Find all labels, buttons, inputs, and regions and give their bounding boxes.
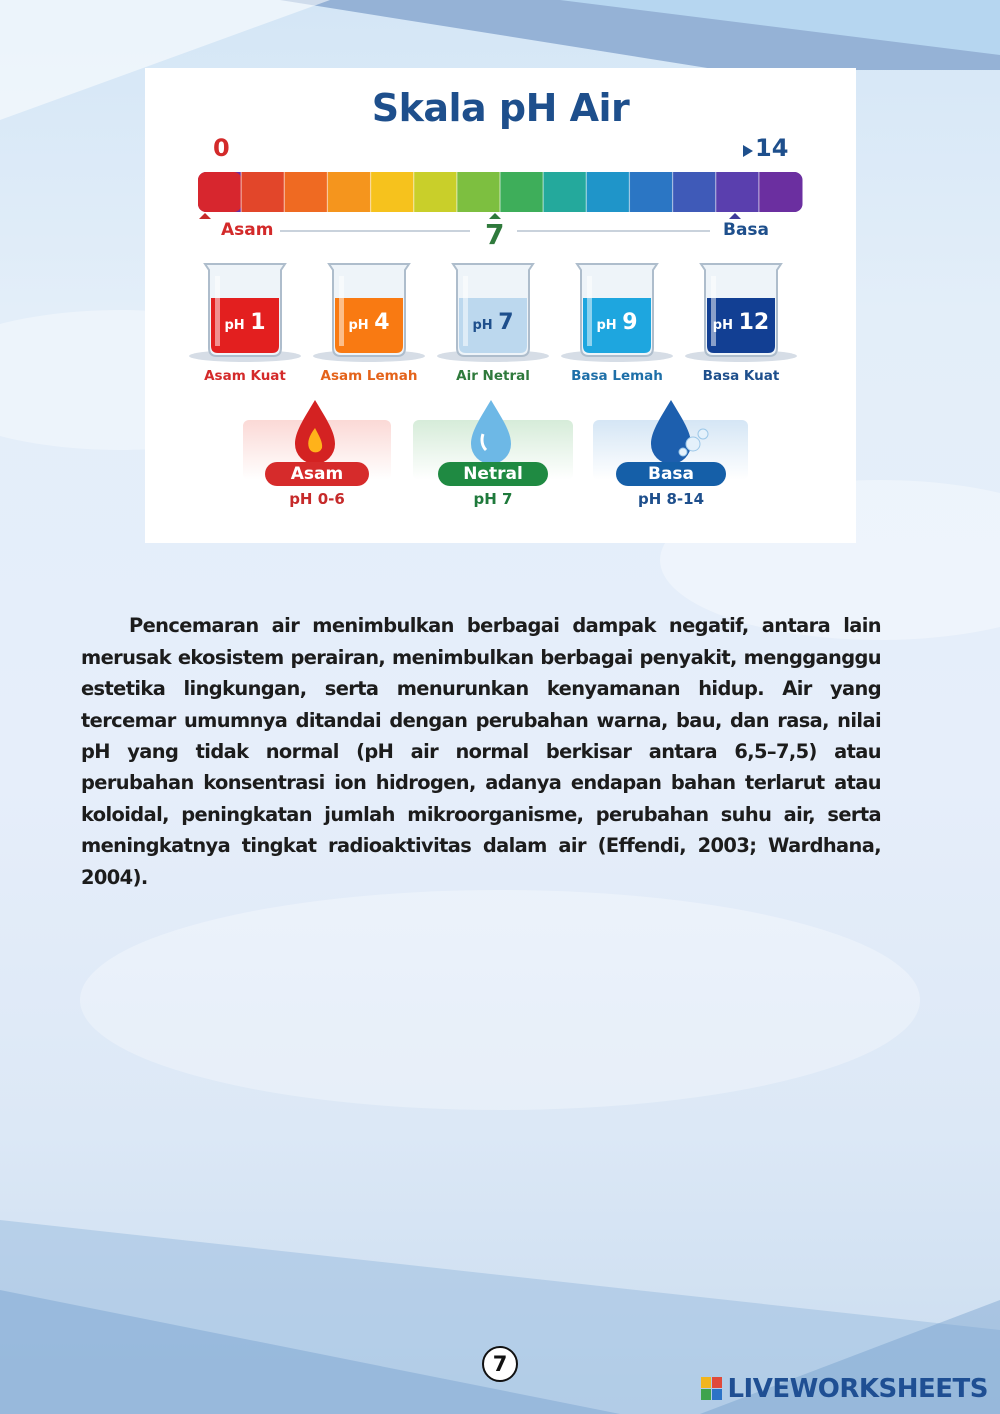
ph-color-segment (673, 172, 717, 212)
ph-scale-infographic (145, 68, 856, 543)
category-pill-acid: Asam (265, 462, 369, 486)
ph-color-segment (586, 172, 630, 212)
beaker-ph-prefix: pH (712, 318, 733, 333)
brand-name: LIVEWORKSHEETS (727, 1374, 988, 1404)
ph-color-bar (198, 172, 803, 212)
beaker-ph-value: 1 (250, 310, 266, 335)
beaker-ph-value: 7 (498, 310, 514, 335)
category-range-base: pH 8-14 (637, 490, 705, 508)
water-drop-icon (471, 400, 511, 464)
category-range-acid: pH 0-6 (289, 490, 345, 508)
beaker-caption: Basa Lemah (571, 368, 663, 384)
ph-color-segment (327, 172, 371, 212)
fire-drop-icon (295, 400, 335, 464)
beaker (681, 258, 801, 363)
beaker-caption: Asam Kuat (204, 368, 286, 384)
scale-max-label: 14 (755, 134, 789, 162)
liveworksheets-logo (701, 1374, 988, 1404)
beaker (185, 258, 305, 363)
ph-color-segment (284, 172, 328, 212)
beaker-ph-prefix: pH (472, 318, 493, 333)
ph-color-segment (629, 172, 673, 212)
figure-title: Skala pH Air (371, 86, 630, 130)
beaker-ph-value: 9 (622, 310, 638, 335)
beaker-ph-prefix: pH (596, 318, 617, 333)
ph-color-segment (543, 172, 587, 212)
body-paragraph: Pencemaran air menimbulkan berbagai dampak negatif, antara lain merusak ekosistem perairan, menimbulkan berbagai penyakit, mengganggu estetika lingkungan, serta menurunkan kenyamanan hidup. Air yang tercemar umumnya ditandai dengan perubahan warna, bau, dan rasa, nilai pH yang tidak normal (pH air normal berkisar antara 6,5–7,5) atau perubahan konsentrasi ion hidrogen, adanya endapan bahan terlarut atau koloidal, peningkatan jumlah mikroorganisme, perubahan suhu air, serta meningkatnya tingkat radioaktivitas dalam air (Effendi, 2003; Wardhana, 2004). (81, 614, 881, 889)
beaker-ph-value: 12 (738, 310, 770, 335)
page-number: 7 (482, 1346, 518, 1382)
beaker-caption: Basa Kuat (702, 368, 780, 384)
base-side-label: Basa (723, 220, 770, 240)
category-range-neutral: pH 7 (473, 490, 513, 508)
beaker (557, 258, 677, 363)
beaker-ph-prefix: pH (224, 318, 245, 333)
ph-color-segment (414, 172, 458, 212)
acid-side-label: Asam (221, 220, 274, 240)
beaker-ph-prefix: pH (348, 318, 369, 333)
neutral-mid-label: 7 (485, 218, 505, 251)
category-pill-base: Basa (616, 462, 726, 486)
ph-color-segment (716, 172, 760, 212)
ph-color-segment (198, 172, 242, 212)
beaker-caption: Air Netral (456, 368, 530, 384)
ph-color-segment (457, 172, 501, 212)
beaker-caption: Asam Lemah (320, 368, 418, 384)
category-pill-neutral: Netral (438, 462, 548, 486)
liveworksheets-logo-icon (701, 1377, 723, 1401)
beaker (433, 258, 553, 363)
ph-color-segment (500, 172, 544, 212)
ph-color-segment (759, 172, 803, 212)
ph-color-segment (241, 172, 285, 212)
ph-color-segment (371, 172, 415, 212)
beaker (309, 258, 429, 363)
beaker-ph-value: 4 (374, 310, 390, 335)
scale-min-label: 0 (213, 134, 230, 162)
scale-arrow-head (743, 145, 753, 157)
